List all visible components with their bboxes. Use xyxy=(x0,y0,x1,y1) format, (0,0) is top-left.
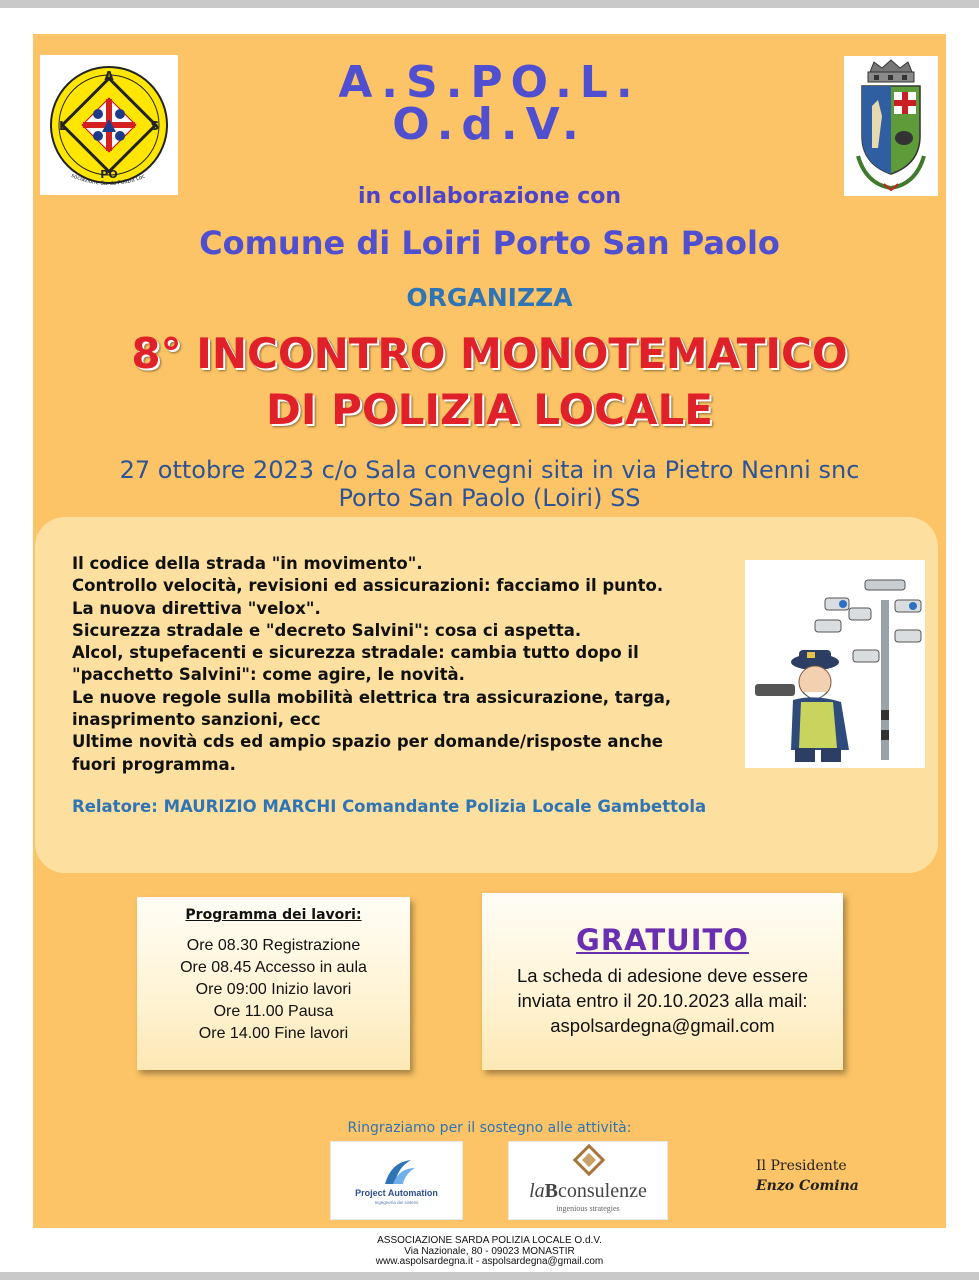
topic-item: fuori programma. xyxy=(72,754,236,774)
registration-line2: inviata entro il 20.10.2023 alla mail: xyxy=(517,990,808,1011)
labconsulenze-logo-icon xyxy=(509,1142,669,1182)
footer-contacts: www.aspolsardegna.it - aspolsardegna@gmail.com xyxy=(375,1256,604,1267)
event-date-line2: Porto San Paolo (Loiri) SS xyxy=(338,484,641,512)
aspol-letter-po: PO xyxy=(100,168,118,181)
topics-list xyxy=(72,553,752,776)
police-speed-camera-illustration xyxy=(745,560,925,768)
registration-line1: La scheda di adesione deve essere xyxy=(516,965,809,986)
speaker-text: Relatore: MAURIZIO MARCHI Comandante Polizia Locale Gambettola xyxy=(72,797,707,816)
topic-item: Alcol, stupefacenti e sicurezza stradale: cambia tutto dopo il xyxy=(72,643,639,663)
organizza-text: ORGANIZZA xyxy=(406,283,573,312)
president-name: Enzo Comina xyxy=(756,1178,859,1194)
topic-item: Sicurezza stradale e "decreto Salvini": cosa ci aspetta. xyxy=(72,620,582,640)
sponsor1-subtitle: Ingegneria dei sistemi xyxy=(374,1200,419,1205)
sponsor-labconsulenze xyxy=(508,1141,668,1220)
event-title-line2: DI POLIZIA LOCALE xyxy=(266,385,713,434)
event-title xyxy=(33,326,946,438)
event-date-location xyxy=(33,456,946,512)
aspol-letter-s: S xyxy=(150,119,160,133)
program-list xyxy=(137,935,410,1045)
organization-title xyxy=(33,57,946,150)
program-item: Ore 11.00 Pausa xyxy=(213,1003,334,1020)
topic-item: Le nuove regole sulla mobilità elettrica tra assicurazione, targa, xyxy=(72,687,672,707)
aspol-letter-a: A xyxy=(104,69,114,83)
sponsor2-name-la: la xyxy=(529,1180,545,1202)
sponsor2-name-consulenze: consulenze xyxy=(558,1180,647,1202)
topic-item: inasprimento sanzioni, ecc xyxy=(72,710,321,730)
sponsor2-subtitle: ingenious strategies xyxy=(556,1204,620,1213)
sponsor-project-automation xyxy=(330,1141,463,1220)
sponsors-thanks: Ringraziamo per il sostegno alle attività: xyxy=(347,1120,632,1136)
comune-name: Comune di Loiri Porto San Paolo xyxy=(199,224,780,262)
registration-info xyxy=(482,963,843,1038)
program-item: Ore 08.30 Registrazione xyxy=(186,937,361,954)
topic-item: Il codice della strada "in movimento". xyxy=(72,554,423,573)
sponsor1-name: Project Automation xyxy=(355,1188,438,1198)
topic-item: "pacchetto Salvini": come agire, le novità. xyxy=(72,665,465,685)
sponsor2-name xyxy=(509,1180,667,1203)
program-item: Ore 08.45 Accesso in aula xyxy=(180,959,367,976)
aspol-ring-text: sociazione Sarda Polizia Loc xyxy=(70,172,147,188)
program-title: Programma dei lavori: xyxy=(185,907,362,923)
signature-block xyxy=(756,1156,866,1196)
program-item: Ore 14.00 Fine lavori xyxy=(198,1025,349,1042)
program-box xyxy=(137,897,410,1070)
footer-org-name: ASSOCIAZIONE SARDA POLIZIA LOCALE O.d.V. xyxy=(377,1235,602,1246)
footer xyxy=(0,1236,979,1268)
topic-item: La nuova direttiva "velox". xyxy=(72,598,321,618)
topic-item: Ultime novità cds ed ampio spazio per domande/risposte anche xyxy=(72,732,664,752)
topic-item: Controllo velocità, revisioni ed assicurazioni: facciamo il punto. xyxy=(72,576,664,596)
organization-title-line1: A.S.PO.L. xyxy=(338,57,641,108)
free-title: GRATUITO xyxy=(576,923,749,957)
event-title-line1: 8° INCONTRO MONOTEMATICO xyxy=(131,329,848,378)
event-date-line1: 27 ottobre 2023 c/o Sala convegni sita in via Pietro Nenni snc xyxy=(119,456,860,484)
aspol-letter-l: L xyxy=(59,119,67,133)
collaboration-text: in collaborazione con xyxy=(357,184,622,209)
bottom-border xyxy=(0,1272,979,1280)
sponsor2-name-b: B xyxy=(544,1180,559,1202)
registration-email: aspolsardegna@gmail.com xyxy=(550,1015,775,1036)
organization-title-line2: O.d.V. xyxy=(392,99,587,150)
program-item: Ore 09:00 Inizio lavori xyxy=(195,981,352,998)
footer-address: Via Nazionale, 80 - 09023 MONASTIR xyxy=(404,1245,575,1257)
free-registration-box xyxy=(482,893,843,1070)
police-officer-icon xyxy=(745,560,925,768)
project-automation-logo-icon xyxy=(331,1142,464,1190)
top-border xyxy=(0,0,979,8)
president-role: Il Presidente xyxy=(756,1158,847,1174)
